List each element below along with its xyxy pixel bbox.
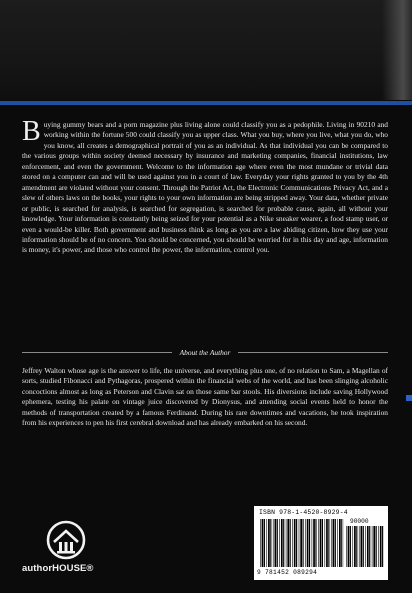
publisher-logo: [22, 520, 132, 580]
spine-accent: [406, 395, 412, 401]
blurb-text: uying gummy bears and a porn magazine plus living alone could classify you as a pedophile. Living in 90210 and working within the fortune 500 could classify you as upper class. What you buy, where you live, what you do, who you know, all creates a demographical portrait of you as an individual. As that individual you can be compared to the various groups within society deemed necessary by insurance and marketing companies, financial institutions, law enforcement, and even the government. Welcome to the information age where even the most mundane or trivial data stored on a computer can and will be used against you in a court of law. Everyday your rights granted to you by the 4th amendment are violated without your consent. Through the Patriot Act, the Electronic Communications Privacy Act, and a slew of others laws on the books, your rights to your own information are being stripped away. Your data, whether private or public, is searched for analysis, is searched for segregation, is searched for probable cause, again, all without your knowledge. Your information is constantly being seized for your potential as a Nike sneaker wearer, a food stamp user, or even a would-be killer. Both government and business think as long as you are a law abiding citizen, how they use your information should be of no concern. You should be concerned, you should be worried for in this day and age, information is money, it's power, and those who control the power, the information, control you.: [22, 120, 388, 255]
ean-barcode-bars: [260, 519, 344, 567]
isbn-label: ISBN 978-1-4520-8929-4: [259, 509, 348, 516]
author-bio: Jeffrey Walton whose age is the answer to life, the universe, and everything plus one, of no relation to Sam, a Magellan of sorts, studied Fibonacci and Pythagoras, prospered within the financial webs of the world, and has been slinging alcoholic concoctions almost as long as Peterson and Clavin sat on those same bar stools. His diversions include saving Hollywood ephemera, testing his palate on vintage juice discovered by Dionysus, and attending social events held to honor the methods of transportation created by a famous Ferdinand. During his rare downtimes and vacations, he took inspiration from his experiences to pen his first cerebral download and has already embarked on his second.: [22, 366, 388, 428]
cover-photo-band: [0, 0, 412, 100]
back-cover-blurb: [22, 116, 388, 256]
ean-digits: 9 781452 089294: [257, 569, 318, 576]
rule-left: [22, 352, 172, 353]
authorhouse-building-icon: [46, 520, 86, 560]
blue-divider: [0, 101, 412, 105]
about-heading-row: [22, 346, 388, 358]
isbn-barcode: [254, 506, 388, 580]
rule-right: [238, 352, 388, 353]
drop-cap: B: [22, 116, 41, 147]
addon-barcode-bars: [346, 526, 384, 567]
publisher-name: authorHOUSE®: [22, 563, 94, 574]
price-addon-number: 90000: [350, 518, 369, 525]
about-heading: About the Author: [179, 347, 231, 357]
